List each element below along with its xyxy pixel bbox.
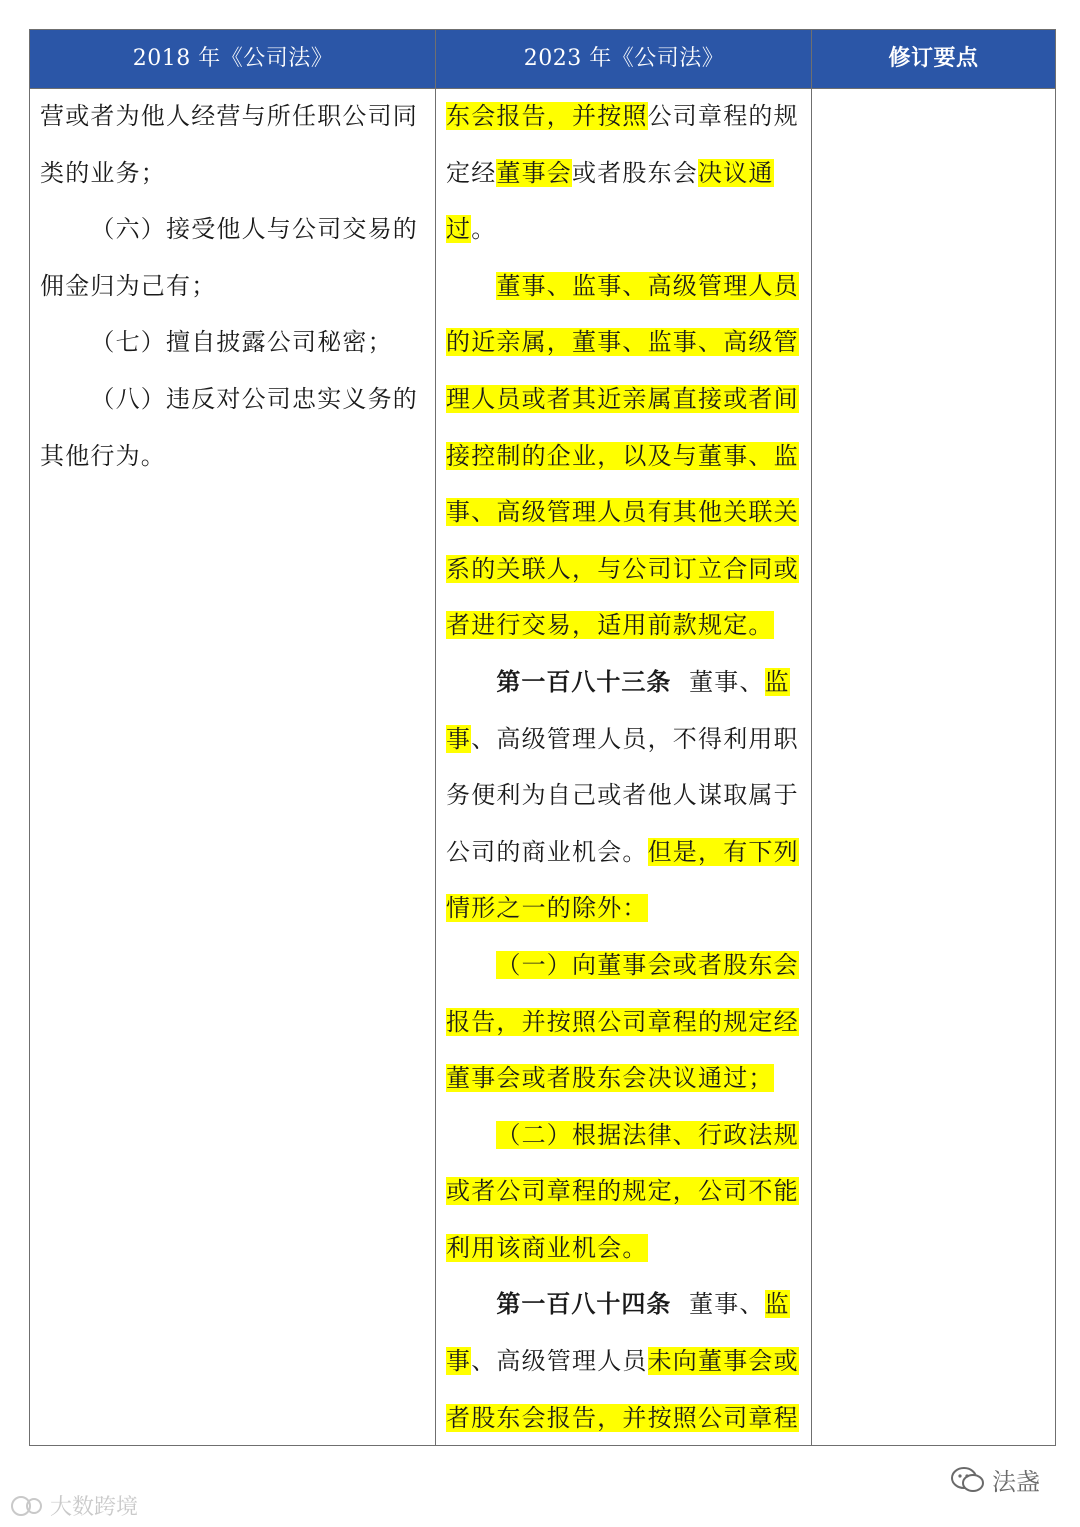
header-revision-points: 修订要点 xyxy=(888,46,979,71)
plain-text: 或者股东会 xyxy=(572,158,699,187)
column-divider xyxy=(435,30,436,1445)
para-2018-2: （六）接受他人与公司交易的佣金归为己有； xyxy=(40,215,418,300)
plain-text: 董事、 xyxy=(689,1290,765,1319)
watermark-left-text: 大数跨境 xyxy=(50,1495,139,1520)
highlight-text: 董事会 xyxy=(496,158,573,187)
highlight-text: 监事 xyxy=(446,1290,790,1376)
article-title: 第一百八十三条 xyxy=(496,667,672,696)
watermark-right-text: 法盏 xyxy=(992,1468,1040,1496)
highlight-text: 董事、监事、高级管理人员的近亲属，董事、监事、高级管理人员或者其近亲属直接或者间接控制的企业，以及与董事、监事、高级管理人员有其他关联关系的关联人，与公司订立合同或者进行交易，适用前款规定。 xyxy=(446,271,799,640)
header-2018: 2018 年《公司法》 xyxy=(132,46,334,71)
cell-2023 xyxy=(446,88,814,1446)
highlight-text: 但是，有下列情形之一的除外： xyxy=(446,837,799,923)
para-2023-5 xyxy=(446,1107,814,1277)
header-2023: 2023 年《公司法》 xyxy=(523,46,725,71)
chat-logo-icon xyxy=(10,1495,44,1517)
plain-text: 董事、 xyxy=(689,667,765,696)
article-title: 第一百八十四条 xyxy=(496,1290,672,1319)
highlight-text: 决议通过 xyxy=(446,158,774,244)
watermark-left xyxy=(10,1490,138,1521)
para-2023-3 xyxy=(446,654,814,937)
para-2023-6 xyxy=(446,1276,814,1446)
para-2018-4: （八）违反对公司忠实义务的其他行为。 xyxy=(40,384,418,470)
comparison-table xyxy=(29,29,1056,1446)
para-2018-1: 营或者为他人经营与所任职公司同类的业务； xyxy=(40,102,418,187)
plain-text: 、高级管理人员 xyxy=(471,1347,648,1376)
plain-text: 、高级管理人员，不得利用职务便利为自己或者他人谋取属于公司的商业机会。 xyxy=(446,724,799,866)
plain-text: 公司章程的规定经 xyxy=(446,102,799,187)
wechat-icon xyxy=(950,1466,986,1494)
table-header xyxy=(30,30,1055,88)
highlight-text: （一）向董事会或者股东会报告，并按照公司章程的规定经董事会或者股东会决议通过； xyxy=(446,950,799,1093)
para-2023-2 xyxy=(446,258,814,654)
para-2018-3: （七）擅自披露公司秘密； xyxy=(90,328,393,357)
para-2023-1 xyxy=(446,88,814,258)
highlight-text: （二）根据法律、行政法规或者公司章程的规定，公司不能利用该商业机会。 xyxy=(446,1120,799,1262)
highlight-text: 东会报告，并按照 xyxy=(446,102,648,130)
para-2023-4 xyxy=(446,937,814,1107)
highlight-text: 未向董事会或者股东会报告，并按照公司章程 xyxy=(446,1347,799,1432)
watermark-right xyxy=(950,1462,1040,1497)
plain-text: 。 xyxy=(471,215,497,244)
highlight-text: 监事 xyxy=(446,667,790,753)
cell-2018 xyxy=(40,88,432,484)
